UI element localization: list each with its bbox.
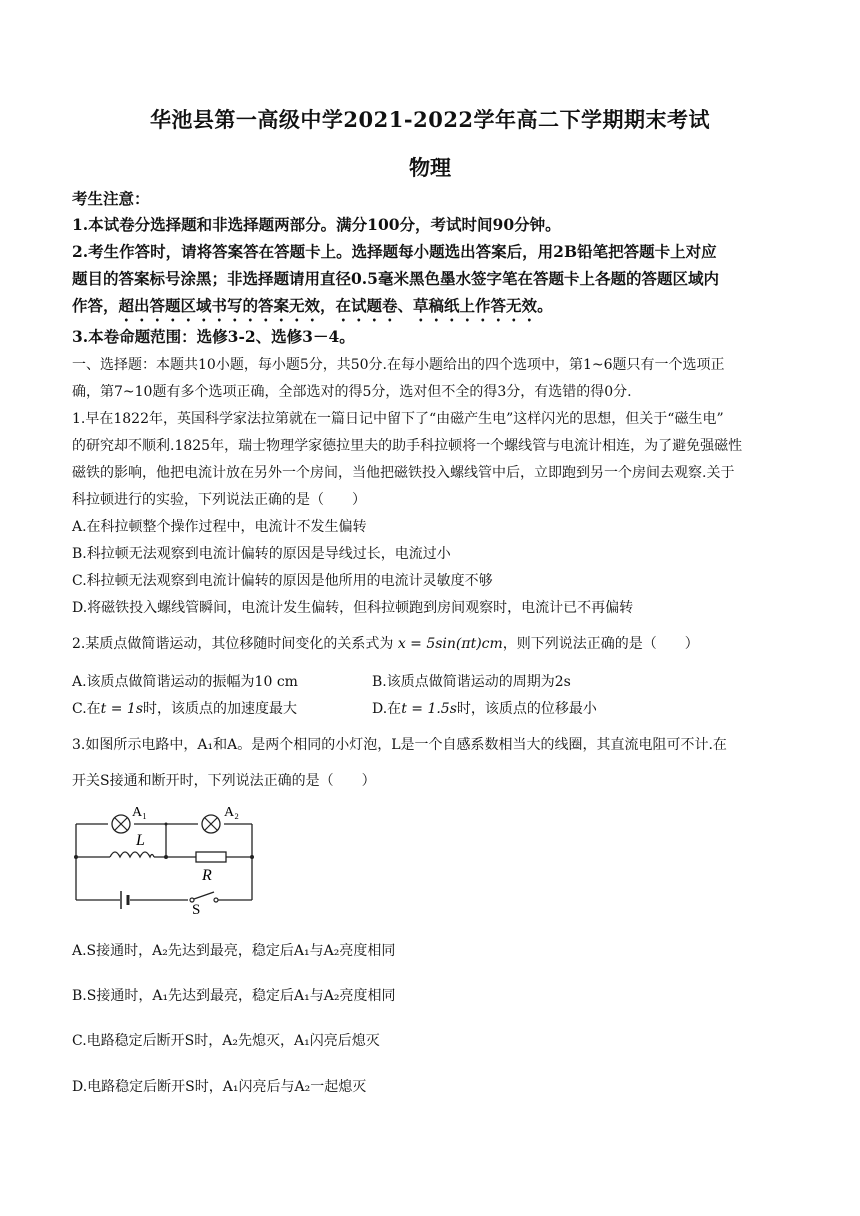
notice-heading: 考生注意： (72, 189, 150, 208)
exam-title: 华池县第一高级中学2021-2022学年高二下学期期末考试 (149, 107, 711, 132)
q1-option-b: B.科拉顿无法观察到电流计偏转的原因是导线过长，电流过小 (72, 546, 451, 562)
subject-title: 物理 (409, 155, 451, 180)
resistor-label: R (202, 867, 212, 884)
q1-option-d: D.将磁铁投入螺线管瞬间，电流计发生偏转，但科拉顿跑到房间观察时，电流计已不再偏转 (72, 600, 634, 616)
notice-text: ， (320, 296, 336, 315)
section-intro-line1: 一、选择题：本题共10小题，每小题5分，共50分.在每小题给出的四个选项中，第1~6题只有一个选项正 (72, 357, 725, 373)
q2-formula: x = 5sin(πt)cm (397, 636, 503, 652)
option-text: 时，该质点的加速度最大 (143, 701, 298, 717)
coil-label: L (136, 832, 145, 849)
emphasis-text: 在试题卷、草稿纸上作答无效 (335, 296, 538, 315)
notice-item-2-line2: 题目的答案标号涂黑；非选择题请用直径0.5毫米黑色墨水签字笔在答题卡上各题的答题区域内 (72, 269, 719, 288)
q2-option-a: A.该质点做简谐运动的振幅为10 cm (72, 674, 298, 690)
q1-stem-line3: 磁铁的影响，他把电流计放在另外一个房间，当他把磁铁投入螺线管中后，立即跑到另一个房间去观察.关于 (72, 465, 735, 481)
q2-stem-text: ，则下列说法正确的是（ ） (502, 636, 699, 652)
notice-item-1: 1.本试卷分选择题和非选择题两部分。满分100分，考试时间90分钟。 (72, 215, 561, 234)
q2-stem-text: 2.某质点做简谐运动，其位移随时间变化的关系式为 (72, 636, 394, 652)
lamp-a1-label: A₁ (132, 805, 147, 820)
lamp-a2-label: A₂ (224, 805, 239, 820)
battery-icon (121, 891, 128, 909)
option-text: D.在 (372, 701, 402, 717)
q3-option-c: C.电路稳定后断开S时，A₂先熄灭，A₁闪亮后熄灭 (72, 1033, 380, 1049)
q1-option-c: C.科拉顿无法观察到电流计偏转的原因是他所用的电流计灵敏度不够 (72, 573, 493, 589)
lamp-a1 (112, 815, 130, 833)
option-text: 时，该质点的位移最小 (456, 701, 597, 717)
switch-label: S (192, 902, 201, 916)
q2-stem (72, 634, 792, 654)
notice-item-2-line3 (72, 295, 792, 325)
q1-stem-line2: 的研究却不顺利.1825年，瑞士物理学家德拉里夫的助手科拉顿将一个螺线管与电流计相连，为了避免强磁性 (72, 438, 743, 454)
notice-item-3: 3.本卷命题范围：选修3-2、选修3－4。 (72, 327, 355, 346)
notice-text: 。 (537, 296, 553, 315)
q1-stem-line1: 1.早在1822年，英国科学家法拉第就在一篇日记中留下了“由磁产生电”这样闪光的思想，但关于“磁生电” (72, 411, 724, 427)
switch-contact (214, 898, 218, 902)
q2-option-d (372, 699, 597, 719)
q3-option-b: B.S接通时，A₁先达到最亮，稳定后A₁与A₂亮度相同 (72, 988, 396, 1004)
q3-option-a: A.S接通时，A₂先达到最亮，稳定后A₁与A₂亮度相同 (72, 943, 396, 959)
section-intro-line2: 确，第7~10题有多个选项正确，全部选对的得5分，选对但不全的得3分，有选错的得0分. (72, 384, 632, 400)
q1-option-a: A.在科拉顿整个操作过程中，电流计不发生偏转 (72, 519, 367, 535)
lamp-a2 (202, 815, 220, 833)
q3-stem-line1: 3.如图所示电路中，A₁和A。是两个相同的小灯泡，L是一个自感系数相当大的线圈，其直流电阻可不计.在 (72, 737, 727, 753)
q2-option-d-formula: t = 1.5s (401, 701, 457, 717)
q2-option-b: B.该质点做简谐运动的周期为2s (372, 674, 571, 690)
q1-stem-line4: 科拉顿进行的实验，下列说法正确的是（ ） (72, 492, 366, 508)
circuit-diagram (68, 798, 268, 916)
option-text: C.在 (72, 701, 101, 717)
q2-option-c-formula: t = 1s (100, 701, 144, 717)
q3-stem-line2: 开关S接通和断开时，下列说法正确的是（ ） (72, 773, 376, 789)
emphasis-text: 超出答题区域书写的答案无效 (118, 296, 321, 315)
notice-item-2-line1: 2.考生作答时，请将答案答在答题卡上。选择题每小题选出答案后，用2B铅笔把答题卡上对应 (72, 242, 717, 261)
q3-option-d: D.电路稳定后断开S时，A₁闪亮后与A₂一起熄灭 (72, 1079, 367, 1095)
notice-text: 作答， (72, 296, 119, 315)
